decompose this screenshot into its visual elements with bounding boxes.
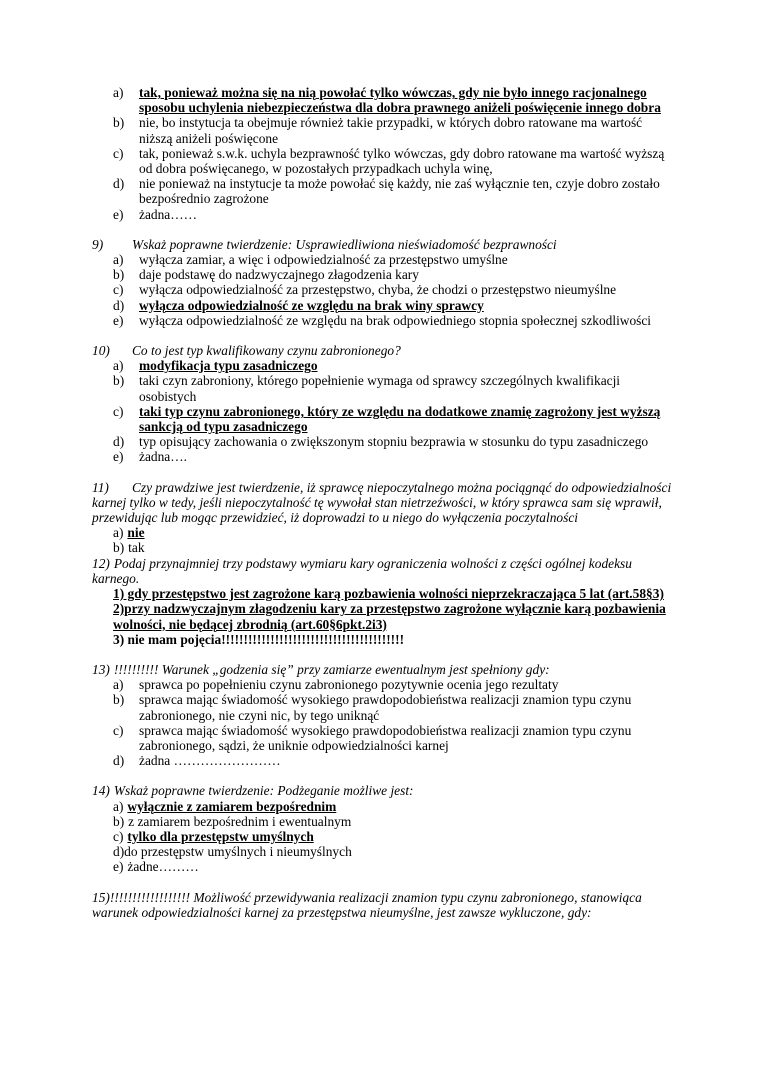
answer-option bbox=[113, 207, 672, 222]
option-text: taki typ czynu zabronionego, który ze względu na dodatkowe znamię zagrożony jest wyższą sankcją od typu zasadniczego bbox=[139, 403, 661, 435]
option-text: daje podstawę do nadzwyczajnego złagodzenia kary bbox=[139, 267, 419, 283]
option-label: e) bbox=[113, 449, 124, 465]
answer-option bbox=[113, 404, 672, 434]
answer-line bbox=[113, 601, 672, 631]
option-label: e) bbox=[113, 312, 124, 328]
question-header bbox=[92, 783, 672, 798]
question-header bbox=[92, 237, 672, 252]
option-label: a) bbox=[113, 85, 124, 100]
answer-option bbox=[113, 267, 672, 282]
question-number: 15) bbox=[92, 889, 110, 905]
answer-option bbox=[113, 252, 672, 267]
option-label: e) bbox=[113, 859, 124, 875]
option-text: wyłącza zamiar, a więc i odpowiedzialność za przestępstwo umyślne bbox=[139, 252, 508, 268]
option-text: 3) nie mam pojęcia!!!!!!!!!!!!!!!!!!!!!!!!!!!!!!!!!!!!!!!!! bbox=[113, 631, 405, 647]
option-label: a) bbox=[113, 252, 124, 268]
question-header bbox=[92, 890, 672, 920]
option-label: c) bbox=[113, 282, 124, 298]
question-prompt: Podaj przynajmniej trzy podstawy wymiaru kary ograniczenia wolności z części ogólnej kodeksu karnego. bbox=[92, 555, 632, 586]
question-prompt: !!!!!!!!!!!!!!!!!! Możliwość przewidywania realizacji znamion typu czynu zabronionego, stanowiąca warunek odpowiedzialności karnej za przestępstwa nieumyślne, jest zawsze wykluczone, gdy: bbox=[92, 889, 642, 920]
option-text: żadna …………………… bbox=[139, 753, 281, 769]
question-header bbox=[92, 343, 672, 358]
option-text: żadna…… bbox=[139, 206, 198, 222]
option-text: tak, ponieważ można się na nią powołać tylko wówczas, gdy nie było innego racjonalnego sposobu uchylenia niebezpieczeństwa dla dobra prawnego aniżeli poświęcenie innego dobra bbox=[139, 85, 661, 116]
option-label: c) bbox=[113, 145, 124, 161]
answer-lines bbox=[113, 799, 672, 875]
option-label: d) bbox=[113, 434, 125, 450]
option-label: d) bbox=[113, 753, 125, 769]
option-text: sprawca mając świadomość wysokiego prawdopodobieństwa realizacji znamion typu czynu zabronionego, nie czyni nic, by tego uniknąć bbox=[139, 692, 632, 723]
option-text: tak bbox=[128, 540, 145, 556]
question-number: 11) bbox=[92, 479, 109, 495]
option-label: d) bbox=[113, 297, 125, 313]
answer-option bbox=[113, 176, 672, 206]
option-text: sprawca mając świadomość wysokiego prawdopodobieństwa realizacji znamion typu czynu zabronionego, sądzi, że uniknie odpowiedzialności karnej bbox=[139, 722, 632, 753]
question-header bbox=[92, 662, 672, 677]
option-text: tak, ponieważ s.w.k. uchyla bezprawność tylko wówczas, gdy dobro ratowane ma wartość wyższą od dobra poświęcanego, w pozostałych przypadkach uchyla winę, bbox=[139, 145, 665, 177]
option-text: z zamiarem bezpośrednim i ewentualnym bbox=[128, 813, 352, 829]
question-number: 9) bbox=[92, 236, 104, 252]
option-label: b) bbox=[113, 115, 125, 131]
option-label: b) bbox=[113, 813, 125, 829]
option-label: b) bbox=[113, 692, 125, 708]
question-prompt: Co to jest typ kwalifikowany czynu zabronionego? bbox=[132, 343, 401, 359]
option-text: sprawca po popełnieniu czynu zabronionego pozytywnie ocenia jego rezultaty bbox=[139, 677, 559, 693]
option-label: d) bbox=[113, 844, 125, 860]
answer-options bbox=[113, 252, 672, 328]
option-label: c) bbox=[113, 722, 124, 738]
answer-option bbox=[113, 146, 672, 176]
answer-options bbox=[113, 677, 672, 768]
option-label: c) bbox=[113, 403, 124, 419]
option-text: 2)przy nadzwyczajnym złagodzeniu kary za przestępstwo zagrożone wyłącznie karą pozbawienia wolności, nie będącej zbrodnią (art.60§6pkt.2i3) bbox=[113, 601, 666, 632]
question-number: 12) bbox=[92, 555, 110, 571]
option-text: taki czyn zabroniony, którego popełnienie wymaga od sprawcy szczególnych kwalifikacji osobistych bbox=[139, 373, 621, 404]
question-header bbox=[92, 480, 672, 526]
option-text: wyłącznie z zamiarem bezpośrednim bbox=[127, 798, 337, 814]
question-prompt: !!!!!!!!!! Warunek „godzenia się” przy zamiarze ewentualnym jest spełniony gdy: bbox=[113, 661, 550, 677]
option-label: a) bbox=[113, 525, 124, 541]
paragraph-spacer bbox=[92, 768, 672, 783]
answer-lines bbox=[113, 586, 672, 647]
answer-line bbox=[113, 540, 672, 555]
question-number: 10) bbox=[92, 343, 110, 359]
question-header bbox=[92, 556, 672, 586]
question-prompt: Wskaż poprawne twierdzenie: Podżeganie możliwe jest: bbox=[113, 783, 414, 799]
question-prompt: Wskaż poprawne twierdzenie: Usprawiedliwiona nieświadomość bezprawności bbox=[132, 236, 557, 252]
option-text: tylko dla przestępstw umyślnych bbox=[127, 828, 314, 844]
option-label: e) bbox=[113, 206, 124, 222]
answer-option bbox=[113, 677, 672, 692]
option-text: do przestępstw umyślnych i nieumyślnych bbox=[124, 844, 352, 860]
answer-line bbox=[113, 525, 672, 540]
option-text: typ opisujący zachowania o zwiększonym stopniu bezprawia w stosunku do typu zasadniczego bbox=[139, 434, 649, 450]
answer-line bbox=[113, 814, 672, 829]
document-content bbox=[92, 85, 672, 920]
answer-option bbox=[113, 373, 672, 403]
option-label: c) bbox=[113, 828, 124, 844]
answer-option bbox=[113, 449, 672, 464]
answer-option bbox=[113, 298, 672, 313]
option-text: żadne……… bbox=[127, 859, 199, 875]
answer-line bbox=[113, 799, 672, 814]
option-text: modyfikacja typu zasadniczego bbox=[139, 358, 318, 374]
paragraph-spacer bbox=[92, 465, 672, 480]
option-label: d) bbox=[113, 176, 125, 192]
option-text: nie, bo instytucja ta obejmuje również takie przypadki, w których dobro ratowane ma wartość niższą aniżeli poświęcone bbox=[139, 115, 643, 146]
option-text: wyłącza odpowiedzialność ze względu na brak odpowiedniego stopnia społecznej szkodliwości bbox=[139, 312, 652, 328]
paragraph-spacer bbox=[92, 328, 672, 343]
option-text: 1) gdy przestępstwo jest zagrożone karą pozbawienia wolności nieprzekraczająca 5 lat (art.58§3) bbox=[113, 586, 664, 602]
question-number: 14) bbox=[92, 783, 110, 799]
question-prompt: Czy prawdziwe jest twierdzenie, iż sprawcę niepoczytalnego można pociągnąć do odpowiedzialności karnej tylko w tedy, jeśli niepoczytalność tę wywołał stan nietrzeźwości, w który sprawca sam się wprawił, przewidując lub mogąc przewidzieć, iż doprowadzi to u niego do wyłączenia poczytalności bbox=[92, 479, 672, 526]
option-label: a) bbox=[113, 358, 124, 374]
answer-option bbox=[113, 358, 672, 373]
answer-option bbox=[113, 692, 672, 722]
answer-line bbox=[113, 859, 672, 874]
answer-option bbox=[113, 85, 672, 115]
answer-option bbox=[113, 282, 672, 297]
answer-lines bbox=[113, 525, 672, 555]
question-number: 13) bbox=[92, 661, 110, 677]
option-text: żadna…. bbox=[139, 449, 187, 465]
option-label: b) bbox=[113, 373, 125, 389]
paragraph-spacer bbox=[92, 875, 672, 890]
option-label: a) bbox=[113, 798, 124, 814]
option-text: wyłącza odpowiedzialność za przestępstwo, chyba, że chodzi o przestępstwo nieumyślne bbox=[139, 282, 617, 298]
answer-options bbox=[113, 358, 672, 464]
option-label: b) bbox=[113, 267, 125, 283]
option-text: nie ponieważ na instytucje ta może powołać się każdy, nie zaś wyłącznie ten, czyje dobro zostało bezpośrednio zagrożone bbox=[139, 176, 660, 207]
paragraph-spacer bbox=[92, 222, 672, 237]
answer-line bbox=[113, 586, 672, 601]
option-text: wyłącza odpowiedzialność ze względu na brak winy sprawcy bbox=[139, 297, 484, 313]
answer-option bbox=[113, 723, 672, 753]
paragraph-spacer bbox=[92, 647, 672, 662]
answer-options bbox=[113, 85, 672, 222]
option-label: a) bbox=[113, 677, 124, 693]
answer-line bbox=[113, 844, 672, 859]
answer-line bbox=[113, 829, 672, 844]
answer-option bbox=[113, 753, 672, 768]
answer-option bbox=[113, 434, 672, 449]
answer-option bbox=[113, 313, 672, 328]
option-label: b) bbox=[113, 540, 125, 556]
answer-line bbox=[113, 632, 672, 647]
answer-option bbox=[113, 115, 672, 145]
option-text: nie bbox=[127, 525, 145, 541]
